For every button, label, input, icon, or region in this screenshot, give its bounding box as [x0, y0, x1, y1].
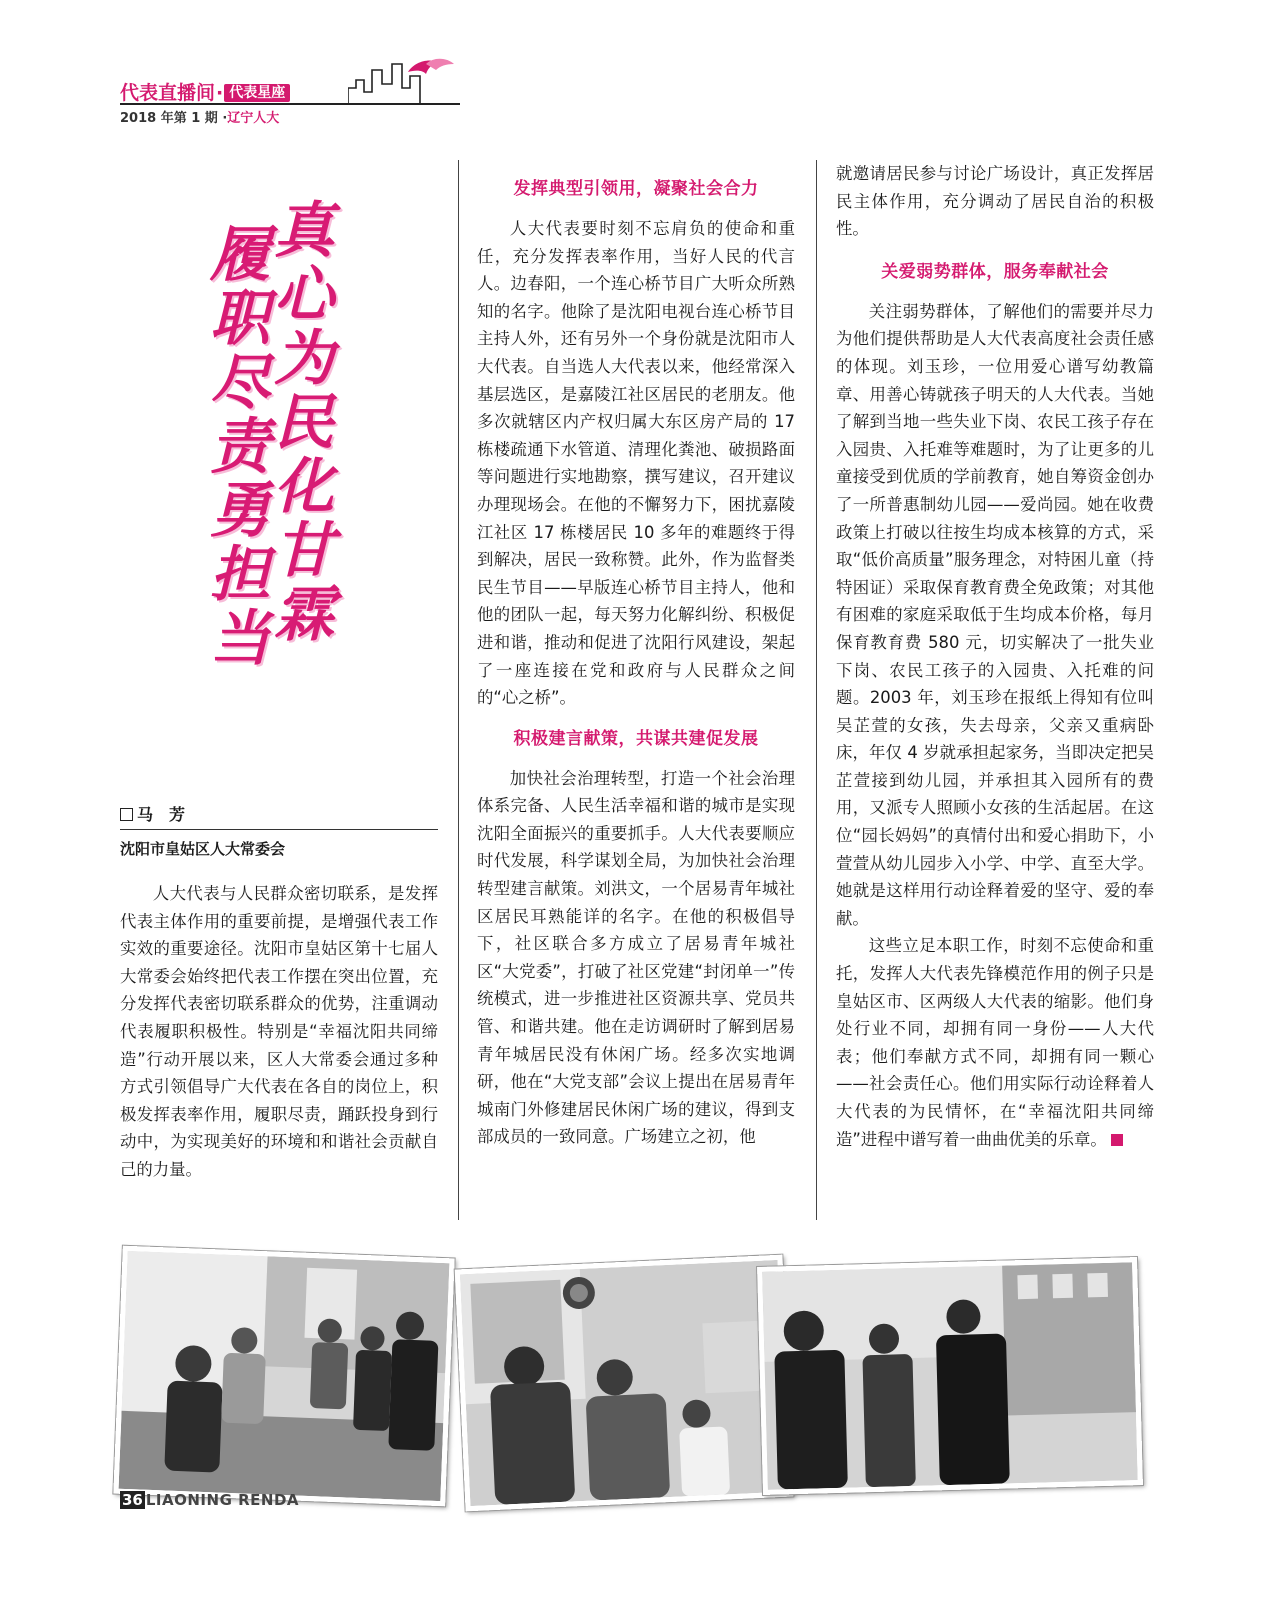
conclusion-paragraph — [836, 932, 1154, 1153]
footer-brand: LIAONING RENDA — [145, 1491, 300, 1509]
author-box-icon — [120, 808, 133, 821]
column-right — [836, 160, 1154, 1153]
header-separator: · — [216, 82, 224, 104]
header-issue: 2018 年第 1 期 · — [120, 111, 228, 126]
header-rule — [120, 103, 460, 105]
page-footer — [120, 1491, 299, 1509]
author-block — [120, 802, 438, 859]
photo-kindergarten — [455, 1255, 794, 1512]
header-column-tag: 代表星座 — [224, 84, 290, 102]
header-issue-line — [120, 107, 279, 126]
section-3-paragraph: 关注弱势群体，了解他们的需要并尽力为他们提供帮助是人大代表高度社会责任感的体现。刘玉珍，一位用爱心谱写幼教篇章、用善心铸就孩子明天的人大代表。当她了解到当地一些失业下岗、农民工孩子存在入园贵、入托难等难题时，为了让更多的儿童接受到优质的学前教育，她自筹资金创办了一所普惠制幼儿园——爱尚园。她在收费政策上打破以往按生均成本核算的方式，采取“低价高质量”服务理念，对特困儿童（持特困证）采取保育教育费全免政策；对其他有困难的家庭采取低于生均成本价格，每月保育教育费 580 元，切实解决了一批失业下岗、农民工孩子的入园贵、入托难的问题。2003 年，刘玉珍在报纸上得知有位叫吴芷萱的女孩，失去母亲，父亲又重病卧床，年仅 4 岁就承担起家务，当即决定把吴芷萱接到幼儿园，并承担其入园所有的费用，又派专人照顾小女孩的生活起居。在这位“园长妈妈”的真情付出和爱心捐助下，小萱萱从幼儿园步入小学、中学、直至大学。她就是这样用行动诠释着爱的坚守、爱的奉献。 — [836, 301, 1154, 928]
header-section-line — [120, 78, 290, 105]
intro-paragraph: 人大代表与人民群众密切联系，是发挥代表主体作用的重要前提，是增强代表工作实效的重要途径。沈阳市皇姑区第十七届人大常委会始终把代表工作摆在突出位置，充分发挥代表密切联系群众的优势，注重调动代表履职积极性。特别是“幸福沈阳共同缔造”行动开展以来，区人大常委会通过多种方式引领倡导广大代表在各自的岗位上，积极发挥表率作用，履职尽责，踊跃投身到行动中，为实现美好的环境和和谐社会贡献自己的力量。 — [120, 884, 438, 1179]
photo-kindergarten-image — [460, 1260, 788, 1506]
article-title — [200, 198, 334, 678]
photo-street-greeting-image — [762, 1262, 1138, 1490]
header-section: 代表直播间 — [120, 82, 216, 104]
author-name-line — [120, 802, 438, 830]
section-1-paragraph: 人大代表要时刻不忘肩负的使命和重任，充分发挥表率作用，当好人民的代言人。边春阳，一个连心桥节目广大听众所熟知的名字。他除了是沈阳电视台连心桥节目主持人外，还有另外一个身份就是沈阳市人大代表。自当选人大代表以来，他经常深入基层选区，是嘉陵江社区居民的老朋友。他多次就辖区内产权归属大东区房产局的 17 栋楼疏通下水管道、清理化粪池、破损路面等问题进行实地勘察，撰写建议，召开建议办理现场会。在他的不懈努力下，困扰嘉陵江社区 17 栋楼居民 10 多年的难题终于得到解决，居民一致称赞。此外，作为监督类民生节目——早版连心桥节目主持人，他和他的团队一起，每天努力化解纠纷、积极促进和谐，推动和促进了沈阳行风建设，架起了一座连接在党和政府与人民群众之间的“心之桥”。 — [477, 219, 795, 708]
conclusion-text: 这些立足本职工作，时刻不忘使命和重托，发挥人大代表先锋模范作用的例子只是皇姑区市、区两级人大代表的缩影。他们身处行业不同，却拥有同一身份——人大代表；他们奉献方式不同，却拥有同一颗心——社会责任心。他们用实际行动诠释着人大代表的为民情怀，在“幸福沈阳共同缔造”进程中谱写着一曲曲优美的乐章。 — [836, 936, 1154, 1149]
crane-city-skyline-icon — [348, 58, 458, 106]
author-org: 沈阳市皇姑区人大常委会 — [120, 840, 286, 858]
header-magazine: 辽宁人大 — [227, 111, 280, 126]
column-middle — [477, 168, 795, 1151]
section-3-heading: 关爱弱势群体，服务奉献社会 — [881, 261, 1109, 282]
author-name: 马 芳 — [137, 805, 186, 824]
end-square-icon — [1111, 1134, 1123, 1146]
column-left — [120, 880, 438, 1184]
title-line-1: 真心为民化甘霖 — [264, 198, 334, 646]
page-number: 36 — [122, 1491, 143, 1509]
photo-meeting-image — [119, 1251, 450, 1501]
section-2-continued: 就邀请居民参与讨论广场设计，真正发挥居民主体作用，充分调动了居民自治的积极性。 — [836, 164, 1154, 239]
column-divider-1 — [458, 160, 459, 1220]
title-line-2: 履职尽责勇担当 — [200, 222, 270, 670]
section-2-paragraph: 加快社会治理转型，打造一个社会治理体系完备、人民生活幸福和谐的城市是实现沈阳全面振兴的重要抓手。人大代表要顺应时代发展，科学谋划全局，为加快社会治理转型建言献策。刘洪文，一个居易青年城社区居民耳熟能详的名字。在他的积极倡导下，社区联合多方成立了居易青年城社区“大党委”，打破了社区党建“封闭单一”传统模式，进一步推进社区资源共享、党员共管、和谐共建。他在走访调研时了解到居易青年城居民没有休闲广场。经多次实地调研，他在“大党支部”会议上提出在居易青年城南门外修建居民休闲广场的建议，得到支部成员的一致同意。广场建立之初，他 — [477, 768, 795, 1147]
column-divider-2 — [816, 160, 817, 1220]
section-1-heading: 发挥典型引领用，凝聚社会合力 — [513, 179, 759, 199]
page-header — [120, 70, 460, 130]
section-2-heading: 积极建言献策，共谋共建促发展 — [513, 728, 759, 749]
photo-meeting — [113, 1246, 454, 1507]
photo-street-greeting — [757, 1257, 1143, 1495]
